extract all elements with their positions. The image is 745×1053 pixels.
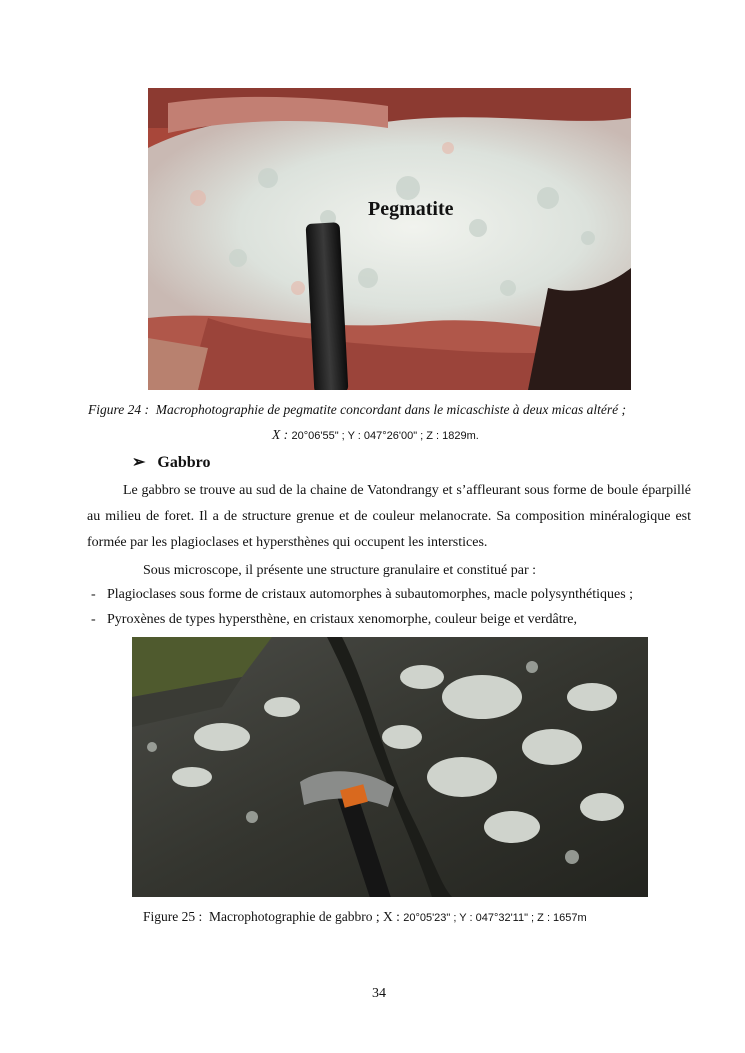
figure-25-coord-x-label: X :	[382, 909, 400, 924]
paragraph-gabbro-description: Le gabbro se trouve au sud de la chaine de Vatondrangy et s’affleurant sous forme de boule éparpillé au milieu de foret. Il a de structure grenue et de couleur melanocrate. Sa composition minéralogique est formée par les plagioclases et hypersthènes qui occupent les interstices.	[87, 483, 691, 550]
list-item	[91, 611, 577, 629]
figure-25-photo	[132, 637, 648, 897]
figure-25-caption-prefix: Figure 25 :	[143, 909, 203, 924]
figure-24-coord-x-label: X :	[272, 427, 289, 442]
list-item-text: Plagioclases sous forme de cristaux automorphes à subautomorphes, macle polysynthétiques ;	[107, 587, 634, 602]
pegmatite-label: Pegmatite	[368, 198, 454, 220]
paragraph-microscope: Sous microscope, il présente une structure granulaire et constitué par :	[143, 563, 537, 578]
figure-25-caption-text: Macrophotographie de gabbro ;	[209, 909, 380, 924]
figure-24-coord-values: 20°06'55" ; Y : 047°26'00" ; Z : 1829m.	[291, 430, 479, 442]
list-dash: -	[91, 587, 96, 602]
gabbro-outcrop-image	[132, 637, 648, 897]
figure-24-photo	[148, 88, 631, 390]
arrow-bullet-icon: ➢	[132, 454, 146, 471]
pegmatite-outcrop-image	[148, 88, 631, 390]
figure-25-coord-values: 20°05'23" ; Y : 047°32'11" ; Z : 1657m	[403, 912, 587, 924]
figure-24-caption	[88, 401, 626, 418]
list-item-text: Pyroxènes de types hypersthène, en cristaux xenomorphe, couleur beige et verdâtre,	[107, 612, 577, 627]
list-dash: -	[91, 612, 96, 627]
page-number: 34	[372, 986, 386, 1001]
section-title: Gabbro	[157, 454, 211, 471]
figure-25-caption	[143, 908, 587, 927]
figure-24-caption-text: Macrophotographie de pegmatite concordant dans le micaschiste à deux micas altéré ;	[155, 402, 627, 417]
figure-24-caption-prefix: Figure 24 :	[88, 402, 149, 417]
list-item	[91, 586, 633, 604]
section-heading	[132, 452, 210, 472]
figure-24-coordinates	[272, 426, 479, 445]
